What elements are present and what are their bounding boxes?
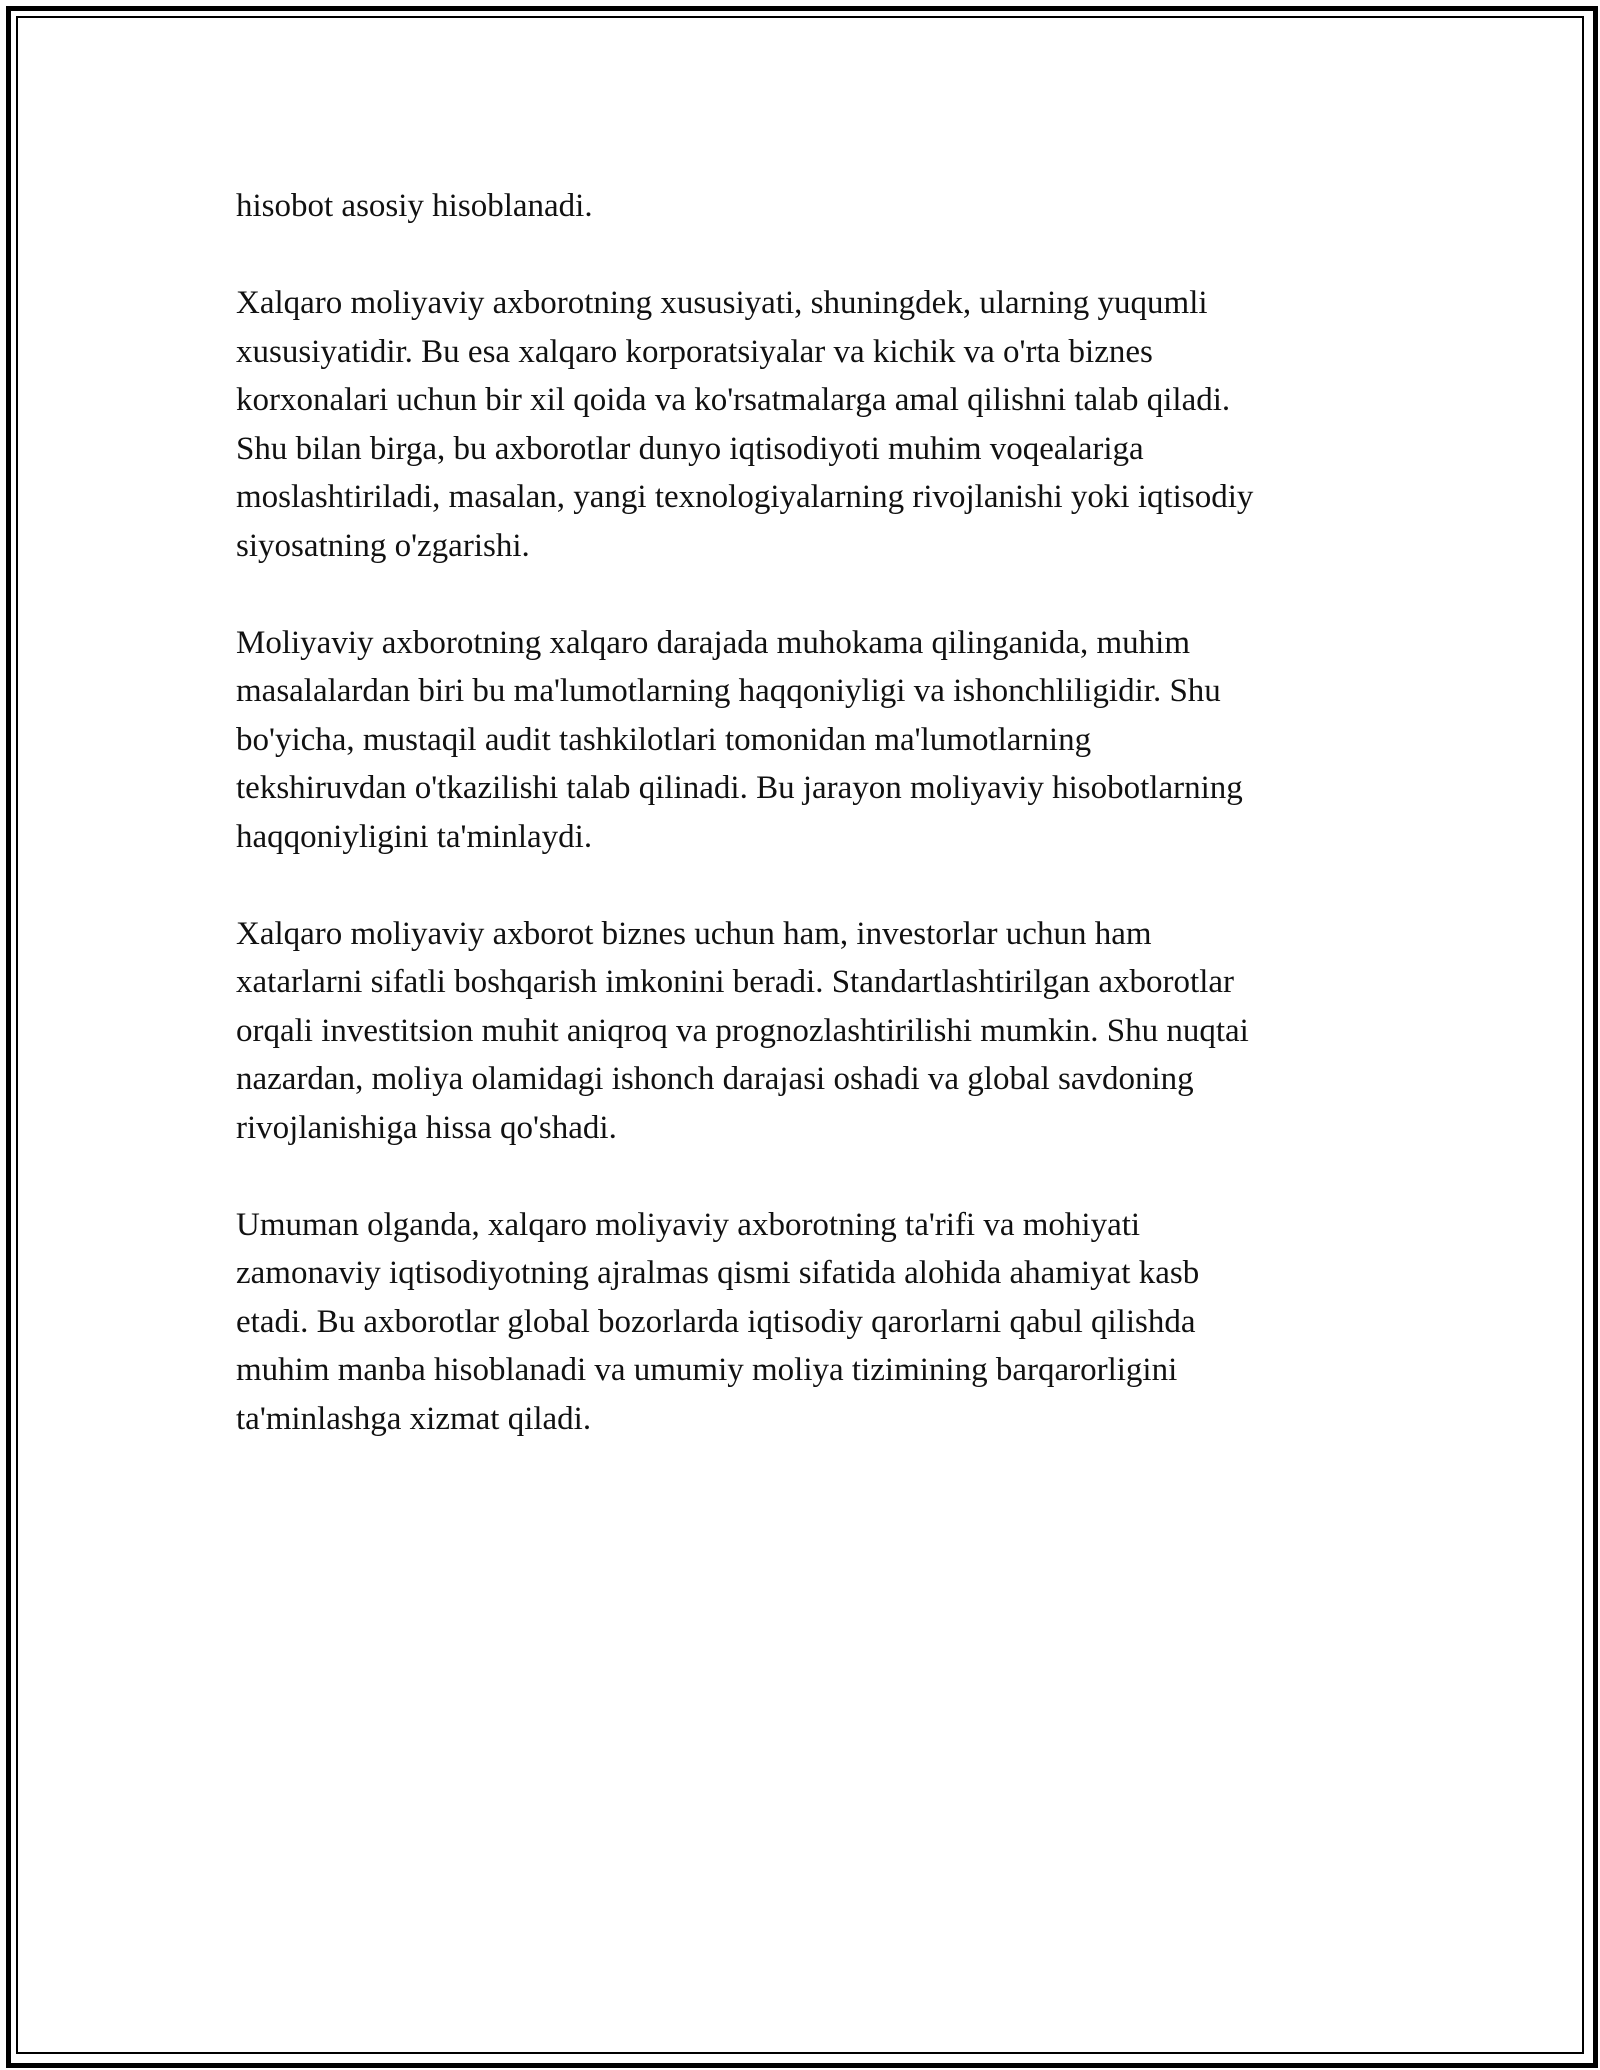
text-line: xususiyatidir. Bu esa xalqaro korporatsiyalar va kichik va o'rta biznes: [236, 333, 1153, 370]
text-line: ta'minlashga xizmat qiladi.: [236, 1400, 592, 1437]
paragraph-4: [236, 910, 1386, 1153]
text-line: Xalqaro moliyaviy axborot biznes uchun ham, investorlar uchun ham: [236, 915, 1152, 952]
text-line: Moliyaviy axborotning xalqaro darajada muhokama qilinganida, muhim: [236, 624, 1191, 661]
text-line: etadi. Bu axborotlar global bozorlarda iqtisodiy qarorlarni qabul qilishda: [236, 1303, 1196, 1340]
text-line: orqali investitsion muhit aniqroq va prognozlashtirilishi mumkin. Shu nuqtai: [236, 1012, 1249, 1049]
text-line: hisobot asosiy hisoblanadi.: [236, 188, 593, 224]
text-line: moslashtiriladi, masalan, yangi texnologiyalarning rivojlanishi yoki iqtisodiy: [236, 479, 1254, 515]
text-line: rivojlanishiga hissa qo'shadi.: [236, 1109, 617, 1146]
text-line: Xalqaro moliyaviy axborotning xususiyati, shuningdek, ularning yuqumli: [236, 285, 1208, 321]
text-line: masalalardan biri bu ma'lumotlarning haqqoniyligi va ishonchliligidir. Shu: [236, 673, 1221, 709]
paragraph-1: [236, 182, 1386, 231]
text-line: korxonalari uchun bir xil qoida va ko'rsatmalarga amal qilishni talab qiladi.: [236, 382, 1231, 418]
text-line: muhim manba hisoblanadi va umumiy moliya tizimining barqarorligini: [236, 1352, 1178, 1388]
text-line: xatarlarni sifatli boshqarish imkonini beradi. Standartlashtirilgan axborotlar: [236, 964, 1234, 1000]
text-line: tekshiruvdan o'tkazilishi talab qilinadi. Bu jarayon moliyaviy hisobotlarning: [236, 770, 1243, 806]
text-line: bo'yicha, mustaqil audit tashkilotlari tomonidan ma'lumotlarning: [236, 721, 1092, 758]
paragraph-2: [236, 279, 1386, 570]
text-line: Umuman olganda, xalqaro moliyaviy axborotning ta'rifi va mohiyati: [236, 1206, 1141, 1243]
paragraph-3: [236, 619, 1386, 862]
text-line: haqqoniyligini ta'minlaydi.: [236, 818, 593, 855]
text-line: nazardan, moliya olamidagi ishonch darajasi oshadi va global savdoning: [236, 1061, 1194, 1097]
document-body: [236, 182, 1386, 1492]
text-line: zamonaviy iqtisodiyotning ajralmas qismi sifatida alohida ahamiyat kasb: [236, 1255, 1200, 1291]
text-line: Shu bilan birga, bu axborotlar dunyo iqtisodiyoti muhim voqealariga: [236, 430, 1144, 467]
text-line: siyosatning o'zgarishi.: [236, 527, 530, 564]
paragraph-5: [236, 1201, 1386, 1444]
